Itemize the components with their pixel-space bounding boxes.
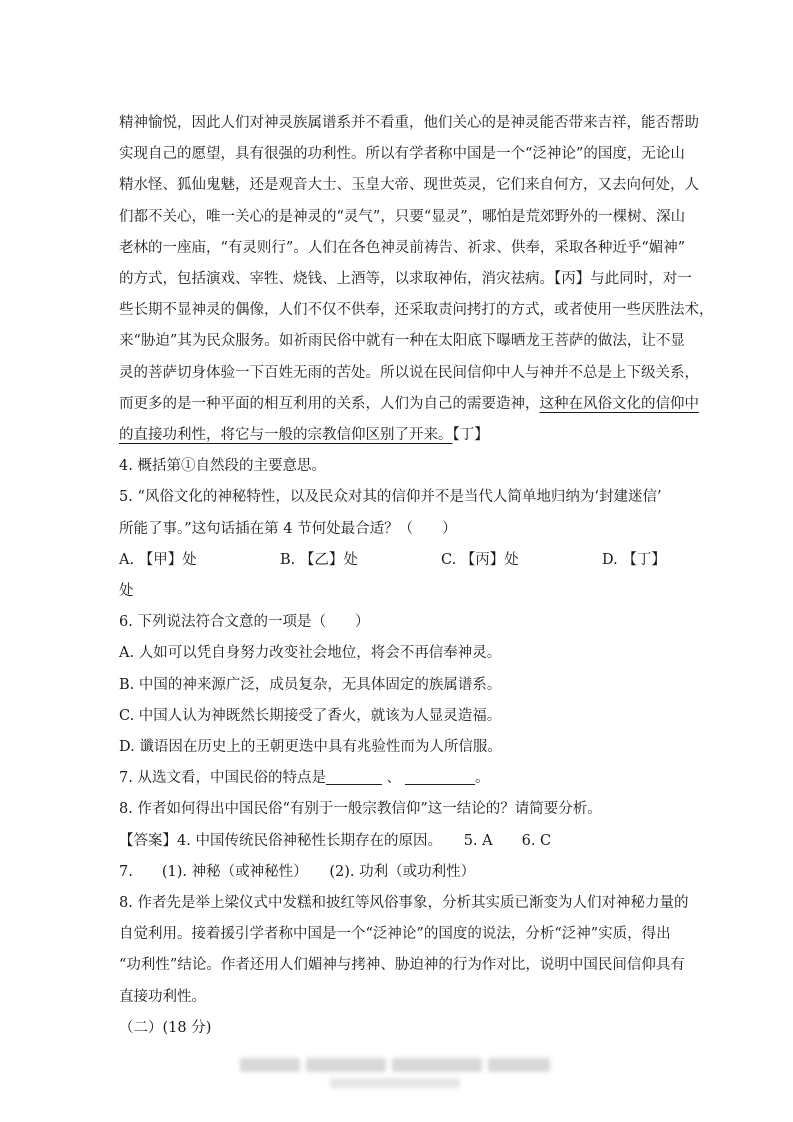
- passage-line: 实现自己的愿望，具有很强的功利性。所以有学者称中国是一个“泛神论”的国度，无论山: [119, 146, 685, 163]
- passage-line: 的方式，包括演戏、宰牲、烧钱、上酒等，以求取神佑，消灾祛病。【丙】与此同时，对一: [119, 271, 692, 288]
- answer-8-line: 8. 作者先是举上梁仪式中发糕和披红等风俗事象，分析其实质已渐变为人们对神秘力量的: [119, 895, 689, 912]
- passage-line: 精水怪、狐仙鬼魅，还是观音大士、玉皇大帝、现世英灵，它们来自何方，又去向何处，人: [119, 177, 699, 194]
- question-7-end: 。: [475, 770, 490, 787]
- passage-text-plain: 而更多的是一种平面的相互利用的关系，人们为自己的需要造神，: [119, 395, 540, 412]
- option-wrap: 处: [119, 583, 134, 600]
- watermark-block: [306, 1058, 386, 1072]
- question-5-options: [119, 545, 679, 576]
- question-6-option-b: B. 中国的神来源广泛，成员复杂，无具体固定的族属谱系。: [119, 676, 502, 693]
- question-5-line2: 所能了事。”这句话插在第 4 节何处最合适？（ ）: [119, 520, 457, 537]
- document-body: [119, 108, 714, 1044]
- passage-line: 来“胁迫”其为民众服务。如祈雨民俗中就有一种在太阳底下曝晒龙王菩萨的做法，让不显: [119, 333, 685, 350]
- passage-line: 们都不关心，唯一关心的是神灵的“灵气”，只要“显灵”，哪怕是荒郊野外的一棵树、深山: [119, 208, 686, 225]
- answer-line-2: 7. (1). 神秘（或神秘性） (2). 功利（或功利性）: [119, 863, 476, 880]
- marker-ding: 【丁】: [452, 427, 489, 444]
- watermark-block: [392, 1058, 482, 1072]
- option-a: A. 【甲】处: [119, 551, 197, 568]
- question-6-option-a: A. 人如可以凭自身努力改变社会地位，将会不再信奉神灵。: [119, 645, 502, 662]
- passage-line: 灵的菩萨切身体验一下百姓无雨的苦处。所以说在民间信仰中人与神并不总是上下级关系，: [119, 364, 699, 381]
- question-6: 6. 下列说法符合文意的一项是（ ）: [119, 614, 370, 631]
- passage-line: 老林的一座庙，“有灵则行”。人们在各色神灵前祷告、祈求、供奉，采取各种近乎“媚神”: [119, 239, 686, 256]
- section-heading: （二）(18 分): [119, 1019, 212, 1036]
- passage-line: [119, 389, 699, 420]
- question-6-option-c: C. 中国人认为神既然长期接受了香火，就该为人显灵造福。: [119, 707, 502, 724]
- underlined-sentence: 的直接功利性，将它与一般的宗教信仰区别了开来。: [119, 427, 453, 444]
- blurred-watermark: [240, 1052, 556, 1078]
- passage-line: [119, 420, 679, 451]
- blank-separator: 、: [381, 770, 402, 787]
- underlined-sentence: 这种在风俗文化的信仰中: [539, 395, 699, 412]
- blurred-watermark-subline: [330, 1078, 460, 1088]
- question-8: 8. 作者如何得出中国民俗“有别于一般宗教信仰”这一结论的？请简要分析。: [119, 801, 602, 818]
- answer-8-line: 直接功利性。: [119, 988, 206, 1005]
- question-6-option-d: D. 谶语因在历史上的王朝更迭中具有兆验性而为人所信服。: [119, 739, 502, 756]
- watermark-block: [240, 1058, 300, 1072]
- question-7-text: 7. 从选文看，中国民俗的特点是: [119, 770, 326, 787]
- answer-line-1: 【答案】4. 中国传统民俗神秘性长期存在的原因。 5. A 6. C: [119, 832, 552, 849]
- watermark-block: [488, 1058, 550, 1072]
- question-5-line1: 5. “风俗文化的神秘特性，以及民众对其的信仰并不是当代人简单地归纳为‘封建迷信’: [119, 489, 662, 506]
- option-b: B. 【乙】处: [280, 551, 358, 568]
- question-4: 4. 概括第①自然段的主要意思。: [119, 458, 326, 475]
- option-c: C. 【丙】处: [441, 551, 519, 568]
- answer-blank: [405, 766, 475, 785]
- passage-text: [119, 108, 714, 451]
- passage-line: 精神愉悦，因此人们对神灵族属谱系并不看重，他们关心的是神灵能否带来吉祥，能否帮助: [119, 115, 699, 131]
- question-7: [119, 763, 679, 794]
- answer-8-line: “功利性”结论。作者还用人们媚神与拷神、胁迫神的行为作对比，说明中国民间信仰具有: [119, 957, 685, 974]
- passage-line: 些长期不显神灵的偶像，人们不仅不供奉，还采取责问拷打的方式，或者使用一些厌胜法术，: [119, 302, 714, 319]
- answer-8-line: 自觉利用。接着援引学者称中国是一个“泛神论”的国度的说法，分析“泛神”实质，得出: [119, 926, 671, 943]
- option-d: D. 【丁】: [602, 551, 666, 568]
- answer-blank: [326, 766, 382, 785]
